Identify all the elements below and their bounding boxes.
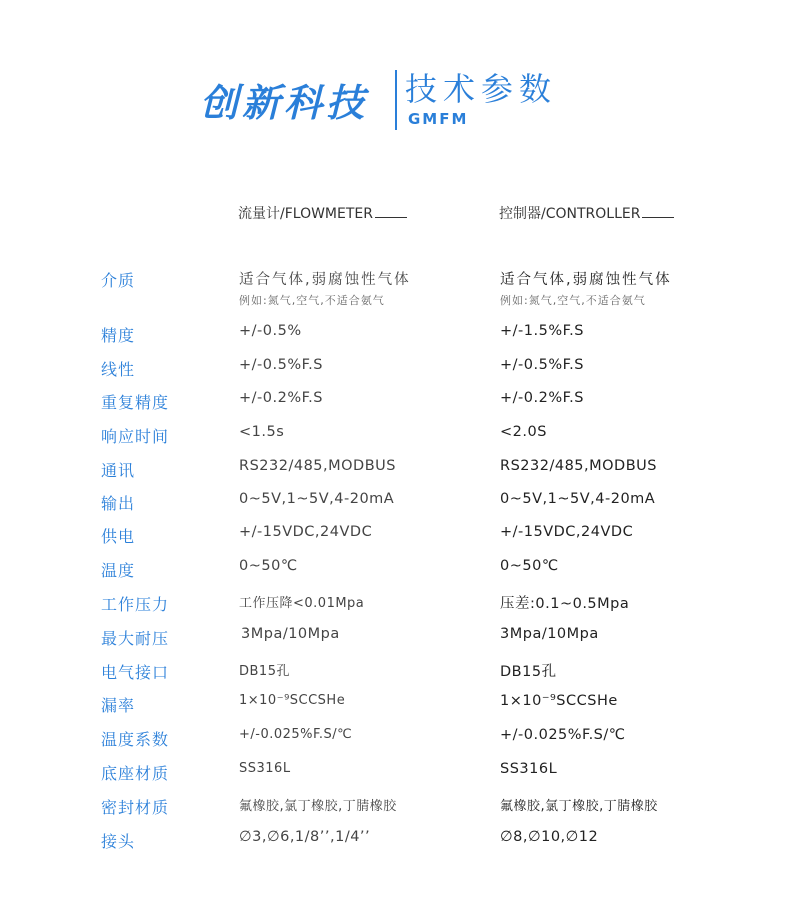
controller-value: +/-0.5%F.S <box>500 357 584 373</box>
page-title: 技术参数 <box>405 70 558 108</box>
flowmeter-value: 3Mpa/10Mpa <box>241 626 340 642</box>
controller-value: <2.0S <box>500 424 547 440</box>
controller-value: 0~50℃ <box>500 558 559 574</box>
column-header-flowmeter <box>238 203 407 223</box>
flowmeter-medium-example: 例如:氮气,空气,不适合氨气 <box>239 294 385 307</box>
flowmeter-value: 1×10⁻⁹SCCSHe <box>239 693 346 708</box>
model-code: GMFM <box>408 110 469 128</box>
spec-label: 漏率 <box>101 696 136 715</box>
spec-label: 供电 <box>101 527 136 546</box>
spec-label: 温度 <box>101 561 136 580</box>
spec-label: 通讯 <box>101 461 136 480</box>
flowmeter-value: ∅3,∅6,1/8’’,1/4’’ <box>239 829 371 845</box>
flowmeter-value: DB15孔 <box>239 664 290 679</box>
flowmeter-value: SS316L <box>239 761 291 776</box>
spec-label: 密封材质 <box>101 798 170 817</box>
controller-value: 压差:0.1~0.5Mpa <box>500 596 630 612</box>
flowmeter-value: +/-0.2%F.S <box>239 390 323 406</box>
controller-value: RS232/485,MODBUS <box>500 458 657 474</box>
spec-label: 底座材质 <box>101 764 170 783</box>
flowmeter-value: 工作压降<0.01Mpa <box>239 596 365 611</box>
controller-value: ∅8,∅10,∅12 <box>500 829 599 845</box>
flowmeter-value: +/-0.5% <box>239 323 302 339</box>
spec-label: 最大耐压 <box>101 629 170 648</box>
flowmeter-value: 0~5V,1~5V,4-20mA <box>239 491 395 507</box>
flowmeter-value: +/-0.025%F.S/℃ <box>239 727 353 742</box>
controller-value: 0~5V,1~5V,4-20mA <box>500 491 656 507</box>
flowmeter-value: RS232/485,MODBUS <box>239 458 396 474</box>
controller-value: 氟橡胶,氯丁橡胶,丁腈橡胶 <box>500 799 658 814</box>
column-header-underline <box>375 217 407 218</box>
controller-value: +/-15VDC,24VDC <box>500 524 634 540</box>
flowmeter-value: +/-15VDC,24VDC <box>239 524 373 540</box>
spec-label: 介质 <box>101 271 136 290</box>
controller-value: 3Mpa/10Mpa <box>500 626 599 642</box>
controller-value <box>500 268 672 308</box>
controller-value: +/-1.5%F.S <box>500 323 584 339</box>
controller-value: SS316L <box>500 761 558 777</box>
controller-medium-example: 例如:氮气,空气,不适合氨气 <box>500 294 646 307</box>
spec-label: 精度 <box>101 326 136 345</box>
controller-medium-main: 适合气体,弱腐蚀性气体 <box>500 272 672 288</box>
spec-label: 接头 <box>101 832 136 851</box>
spec-label: 线性 <box>101 360 136 379</box>
spec-label: 电气接口 <box>101 663 170 682</box>
column-header-controller-label: 控制器/CONTROLLER <box>499 206 641 222</box>
flowmeter-value: <1.5s <box>239 424 285 440</box>
column-header-underline <box>642 217 674 218</box>
spec-label: 响应时间 <box>101 427 170 446</box>
flowmeter-value: 氟橡胶,氯丁橡胶,丁腈橡胶 <box>239 799 397 814</box>
flowmeter-medium-main: 适合气体,弱腐蚀性气体 <box>239 272 411 288</box>
spec-label: 工作压力 <box>101 595 170 614</box>
spec-label: 重复精度 <box>101 393 170 412</box>
spec-label: 温度系数 <box>101 730 170 749</box>
controller-value: 1×10⁻⁹SCCSHe <box>500 693 618 709</box>
column-header-controller <box>499 203 674 223</box>
flowmeter-value: +/-0.5%F.S <box>239 357 323 373</box>
header <box>0 0 790 140</box>
controller-value: DB15孔 <box>500 664 557 680</box>
header-divider <box>395 70 397 130</box>
controller-value: +/-0.025%F.S/℃ <box>500 727 626 743</box>
brand-logo-text: 创新科技 <box>200 80 369 125</box>
column-header-flowmeter-label: 流量计/FLOWMETER <box>238 206 373 222</box>
spec-label: 输出 <box>101 494 136 513</box>
flowmeter-value: 0~50℃ <box>239 558 298 574</box>
flowmeter-value <box>239 268 411 308</box>
controller-value: +/-0.2%F.S <box>500 390 584 406</box>
